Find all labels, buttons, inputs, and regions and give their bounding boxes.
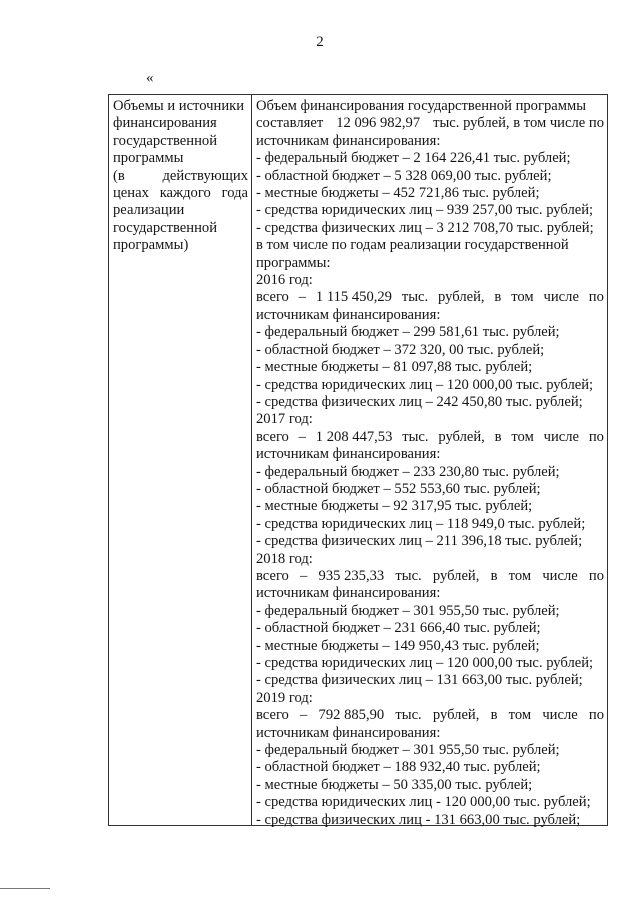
sources-label: источникам финансирования: [256,446,441,463]
year-total-amount: 1 208 447,53 [315,428,393,445]
total-word: том [508,567,532,584]
total-word: всего [256,707,289,724]
intro-line: Объем финансирования государственной программы [256,98,587,114]
total-word: рублей, [432,707,480,724]
header-line: программы [113,150,184,167]
total-word: всего [256,567,289,584]
year-heading: 2018 год: [256,550,313,567]
legal-entities-line: - средства юридических лиц – 118 949,0 тыс. рублей; [256,515,586,532]
total-word: числе [543,289,579,306]
total-word: числе [543,428,580,445]
total-word: – [298,289,307,306]
header-word: года [221,185,248,202]
total-word: всего [256,289,289,306]
header-line: финансирования [113,115,217,132]
total-word: – [300,567,308,584]
header-line: государственной [113,132,218,149]
total-word: по [588,707,604,724]
financing-table [108,94,608,826]
header-line: программы) [113,237,189,254]
legal-entities-line: - средства юридических лиц - 120 000,00 тыс. рублей; [256,794,591,811]
total-word: – [300,707,308,724]
total-word: числе [542,707,578,724]
individuals-line: - средства физических лиц – 242 450,80 тыс. рублей; [256,393,583,410]
total-word: рублей, [438,289,485,306]
by-years-line: в том числе по годам реализации государственной [256,237,569,254]
regional-line: - областной бюджет – 231 666,40 тыс. рублей; [256,620,541,637]
total-word: – [298,428,306,445]
local-line: - местные бюджеты – 50 335,00 тыс. рублей; [256,776,533,793]
header-word: (в [113,167,125,184]
total-word: тыс. [402,428,429,445]
total-word: всего [256,428,289,445]
legal-entities-line: - средства юридических лиц – 120 000,00 тыс. рублей; [256,655,594,671]
federal-line: - федеральный бюджет – 301 955,50 тыс. рублей; [256,742,560,759]
total-word: по [588,289,604,306]
header-word: действующих [162,167,248,184]
total-word: числе [542,567,578,584]
year-total-line [256,289,604,306]
table-header-cell [109,95,252,825]
header-line [113,168,248,185]
individuals-line: - средства физических лиц – 211 396,18 тыс. рублей; [256,533,583,550]
by-years-line: программы: [256,254,331,271]
total-regional: - областной бюджет – 5 328 069,00 тыс. рублей; [256,167,552,184]
total-word: в [490,567,498,584]
total-word: тыс. [395,567,422,584]
federal-line: - федеральный бюджет – 301 955,50 тыс. рублей; [256,602,560,619]
total-federal: - федеральный бюджет – 2 164 226,41 тыс. рублей; [256,150,571,167]
year-total-line [256,707,604,724]
table-content-cell [252,95,607,828]
total-local: - местные бюджеты – 452 721,86 тыс. рублей; [256,185,540,202]
year-total-line [256,429,604,446]
regional-line: - областной бюджет – 188 932,40 тыс. рублей; [256,759,541,776]
local-line: - местные бюджеты – 92 317,95 тыс. рублей; [256,498,533,515]
year-total-line [256,568,604,585]
regional-line: - областной бюджет – 552 553,60 тыс. рублей; [256,480,541,497]
intro-word: тыс. рублей, в том числе по [433,115,604,132]
opening-quote-mark: « [146,70,154,86]
total-word: том [511,289,534,306]
year-heading: 2017 год: [256,411,313,428]
header-word: ценах [113,185,149,202]
header-line: Объемы и источники [113,98,245,114]
total-word: тыс. [395,707,422,724]
total-word: в [490,707,498,724]
year-heading: 2016 год: [256,272,313,289]
total-word: том [511,428,534,445]
year-total-amount: 935 235,33 [318,567,385,584]
total-word: рублей, [432,567,480,584]
header-line [113,185,248,202]
total-word: в [494,428,502,445]
legal-entities-line: - средства юридических лиц – 120 000,00 тыс. рублей; [256,376,594,393]
total-word: по [588,567,604,584]
individuals-line: - средства физических лиц - 131 663,00 тыс. рублей; [256,811,581,828]
total-legal-entities: - средства юридических лиц – 939 257,00 тыс. рублей; [256,202,594,219]
intro-word: составляет [256,115,324,132]
local-line: - местные бюджеты – 81 097,88 тыс. рублей; [256,359,533,376]
year-total-amount: 792 885,90 [318,707,385,724]
header-line: реализации [113,202,185,219]
header-word: каждого [159,185,211,202]
total-word: по [588,428,604,445]
total-word: в [494,289,502,306]
sources-label: источникам финансирования: [256,132,441,149]
year-heading: 2019 год: [256,689,313,706]
sources-label: источникам финансирования: [256,724,441,741]
page-edge-mark [0,888,50,889]
total-individuals: - средства физических лиц – 3 212 708,70 тыс. рублей; [256,219,594,236]
total-word: рублей, [438,428,485,445]
individuals-line: - средства физических лиц – 131 663,00 тыс. рублей; [256,672,583,689]
sources-label: источникам финансирования: [256,306,441,323]
total-word: тыс. [401,289,429,306]
page-number: 2 [316,34,324,50]
sources-label: источникам финансирования: [256,585,441,602]
local-line: - местные бюджеты – 149 950,43 тыс. рублей; [256,637,540,654]
federal-line: - федеральный бюджет – 233 230,80 тыс. рублей; [256,463,560,480]
year-total-amount: 1 115 450,29 [315,289,392,306]
federal-line: - федеральный бюджет – 299 581,61 тыс. рублей; [256,324,560,341]
total-word: том [508,707,532,724]
intro-line [256,115,604,132]
regional-line: - областной бюджет – 372 320, 00 тыс. рублей; [256,341,545,358]
header-line: государственной [113,219,218,236]
total-amount: 12 096 982,97 [336,115,421,132]
